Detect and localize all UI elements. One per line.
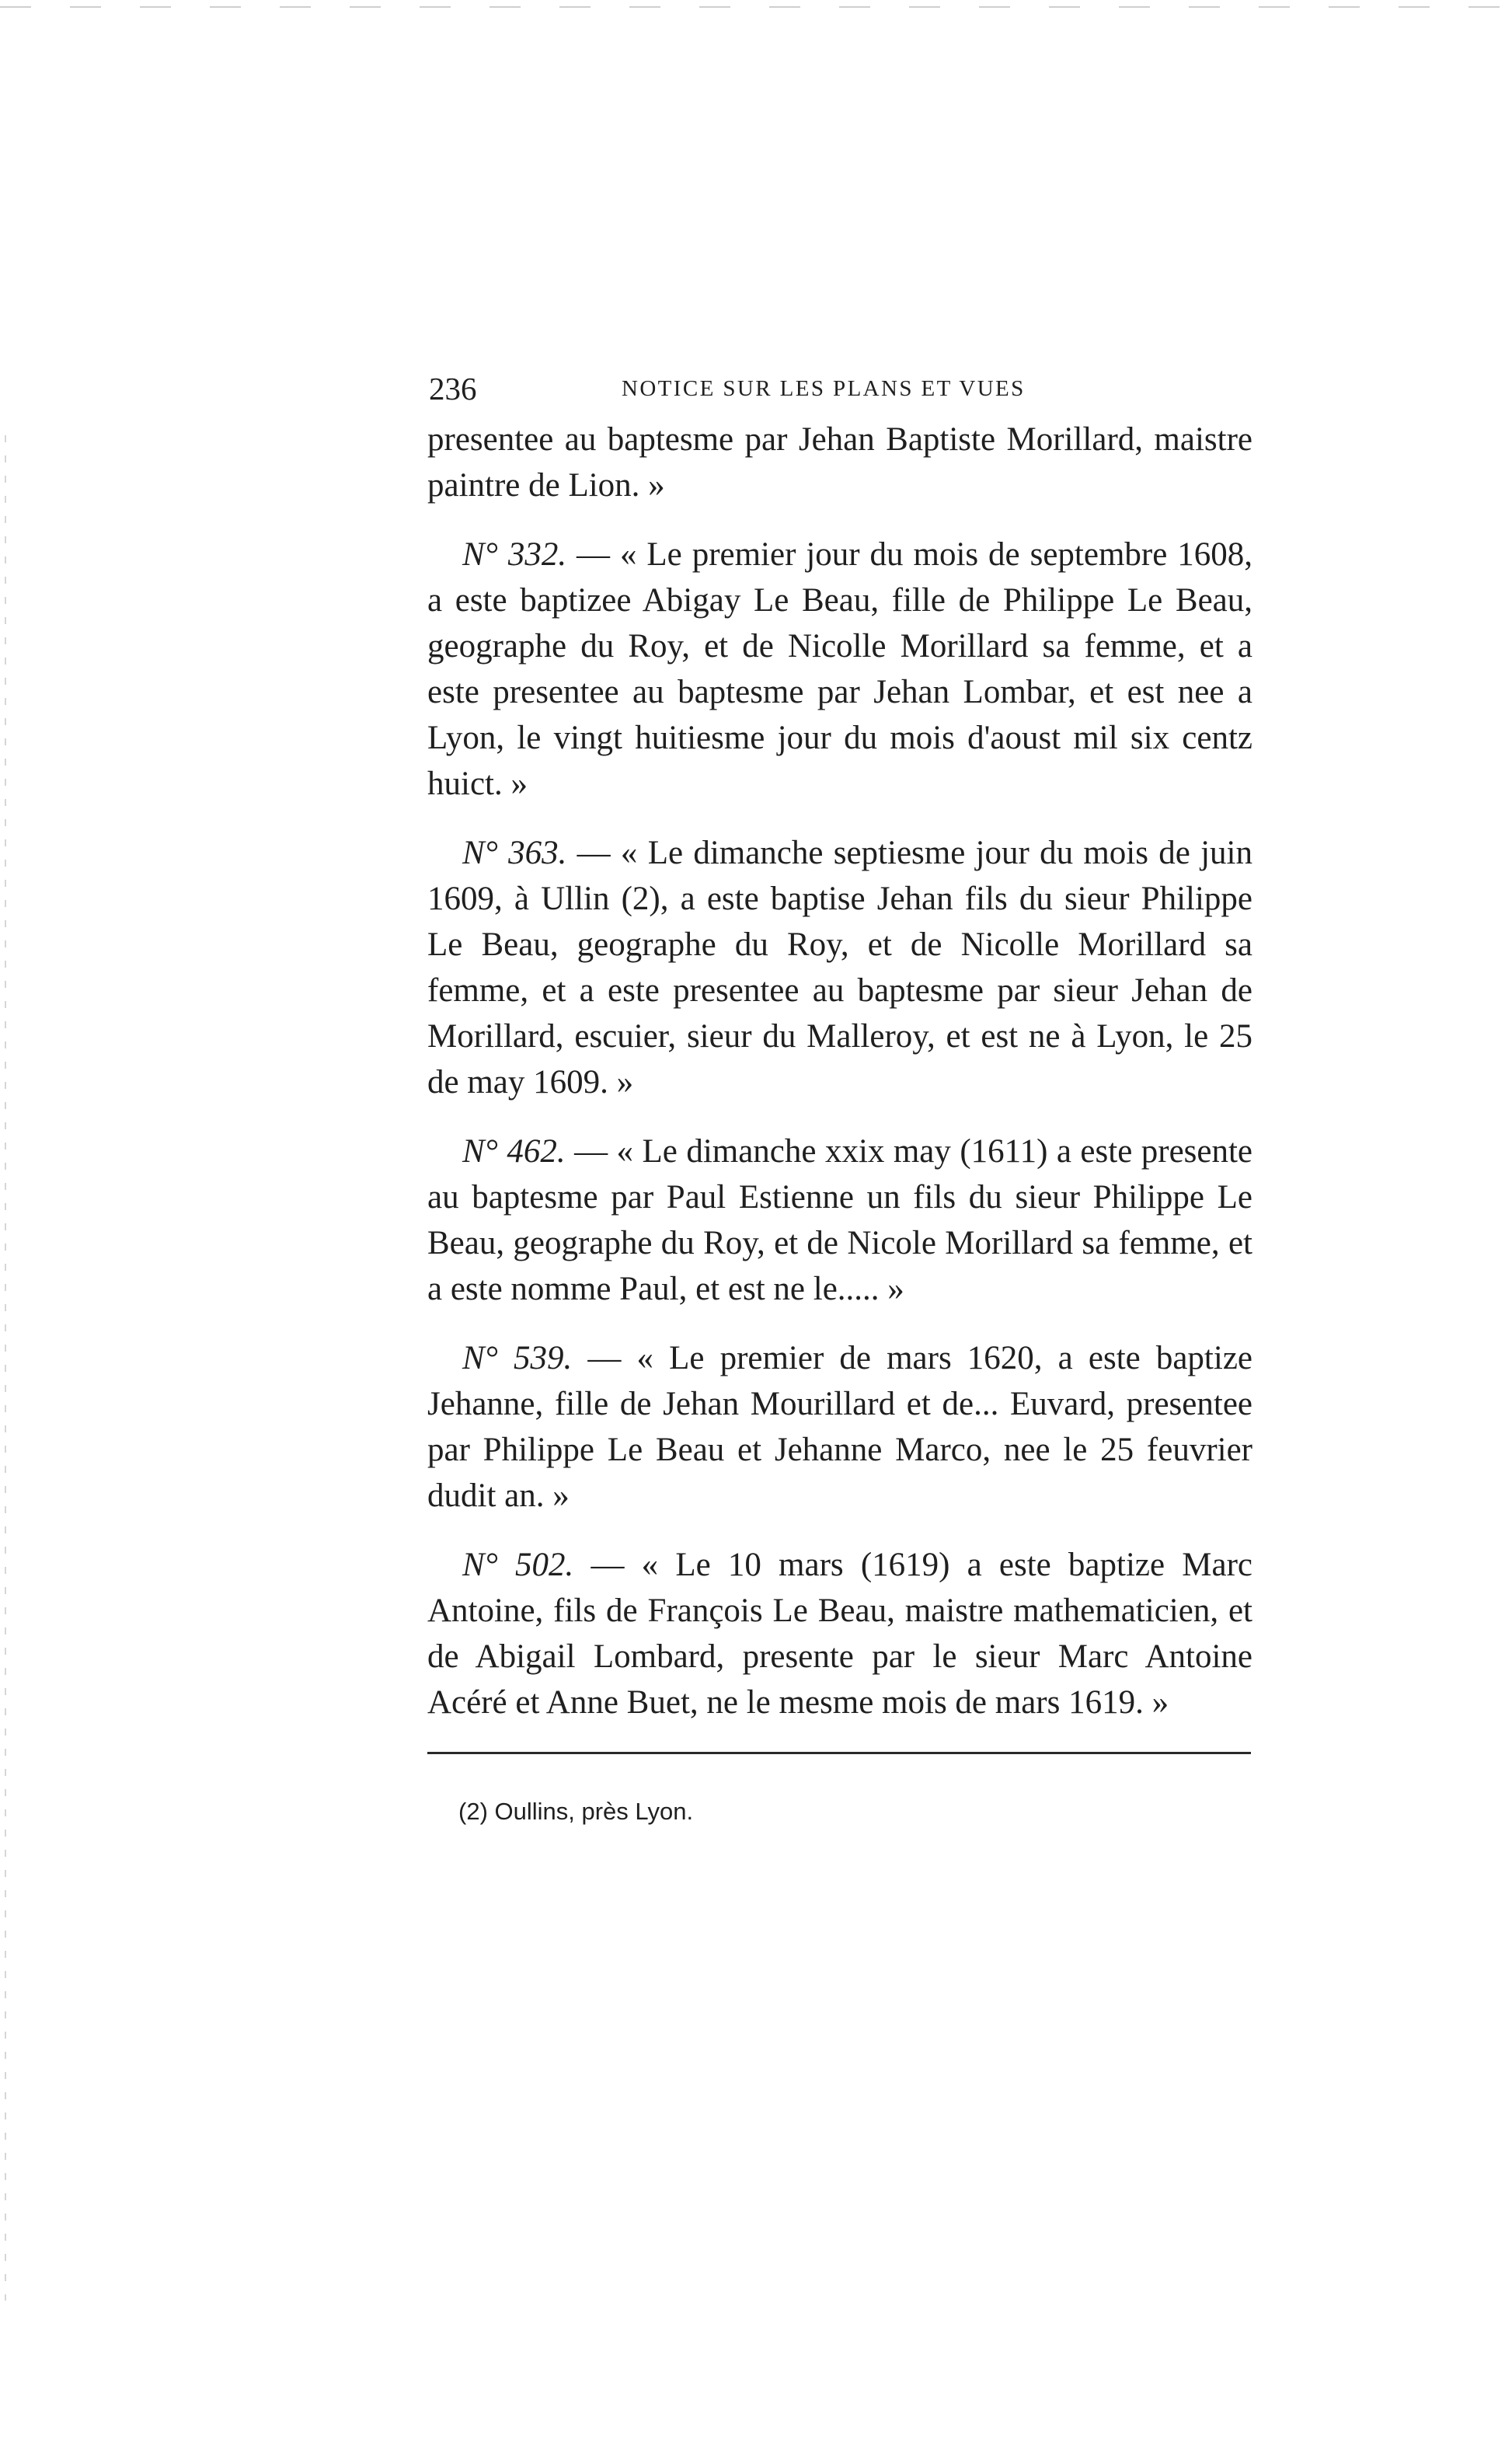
page-number: 236 — [429, 371, 477, 406]
entry-text: — « Le premier jour du mois de septembre 1608, a este baptizee Abigay Le Beau, fille de Philippe Le Beau, geographe du Roy, et de Nicolle Morillard sa femme, et a este presentee au baptesme par Jehan Lombar, et est nee a Lyon, le vingt huitiesme jour du mois d'aoust mil six centz huict. » — [427, 536, 1252, 802]
scan-edge-top — [0, 6, 1512, 8]
entry-text: — « Le 10 mars (1619) a este baptize Marc Antoine, fils de François Le Beau, maistre mathematicien, et de Abigail Lombard, presente par le sieur Marc Antoine Acéré et Anne Buet, ne le mesme mois de mars 1619. » — [427, 1547, 1252, 1721]
entry-number: N° 502. — [462, 1547, 574, 1583]
entry-332 — [427, 532, 1252, 807]
running-title: NOTICE SUR LES PLANS ET VUES — [622, 376, 1026, 401]
entry-363 — [427, 830, 1252, 1105]
entry-text: — « Le premier de mars 1620, a este baptize Jehanne, fille de Jehan Mourillard et de... Euvard, presentee par Philippe Le Beau et Jehanne Marco, nee le 25 feuvrier dudit an. » — [427, 1340, 1252, 1514]
entry-539 — [427, 1335, 1252, 1519]
continuation-paragraph: presentee au baptesme par Jehan Baptiste Morillard, maistre paintre de Lion. » — [427, 421, 1252, 504]
footnote: (2) Oullins, près Lyon. — [458, 1798, 694, 1825]
entry-462 — [427, 1129, 1252, 1312]
entry-text: — « Le dimanche xxix may (1611) a este presente au baptesme par Paul Estienne un fils du sieur Philippe Le Beau, geographe du Roy, et de Nicole Morillard sa femme, et a este nomme Paul, et est ne le..... » — [427, 1133, 1252, 1307]
entry-number: N° 462. — [462, 1133, 566, 1170]
scan-edge-left — [5, 435, 6, 2301]
book-page — [427, 365, 1252, 1853]
entry-number: N° 363. — [462, 835, 567, 871]
entry-text: — « Le dimanche septiesme jour du mois de juin 1609, à Ullin (2), a este baptise Jehan fils du sieur Philippe Le Beau, geographe du Roy, et de Nicolle Morillard sa femme, et a este presentee au baptesme par sieur Jehan de Morillard, escuier, sieur du Malleroy, et est ne à Lyon, le 25 de may 1609. » — [427, 835, 1252, 1101]
entry-number: N° 332. — [462, 536, 567, 573]
entry-number: N° 539. — [462, 1340, 573, 1376]
page-header — [427, 365, 1252, 412]
entry-502 — [427, 1542, 1252, 1725]
